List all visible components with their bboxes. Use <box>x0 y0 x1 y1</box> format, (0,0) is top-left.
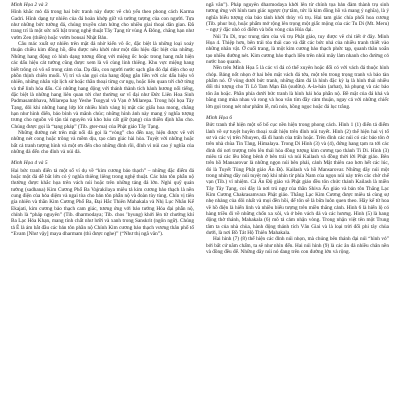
figure-caption-heading: Minh Họa 2 và 3 <box>11 2 48 8</box>
body-paragraph: Hình khắc mỏ đá trong hai bức tranh này được vẽ chủ yếu theo phong cách Karma Gadri. Hình dạng tự nhiên của đá hoàn khớp giữ và tưởng tượng của con người. Tựa như những bức tường đá, chúng truyền cảm hứng cho nhiều giai thoại dân gian. Đã trang trí là một sức nối bật trong nghệ thuật Tây Tạng từ vùng Á Đông, chẳng hạn như vườn Zen (thiền) hoặc vườn bonsai Nhật Bản. <box>11 9 194 41</box>
body-paragraph: Hai bức tranh điển tả một số ví dụ về “kim cương bảo thạch” – những đặc điểm đá hoặc một đá dễ bắt lớn có ý nghĩa thiêng liêng trong nghệ thuật. Các bản tôn phẫn nộ thường được khắc họa trên vách núi hoặc trên những tảng đá lớn. Nghi quỹ quán tưởng (sadhana) Kim Cương Phổ Ba Vajrakilaya miêu tả kim cương bảo thạch là nền cung điện của hỏa diệm và ngai tòa cho bản tôn phẫn nộ và đoàn tùy tùng. Chín vị tiên gia nhiên và thần Kim Cương Phổ Ba, Đại Hắc Thiên Mahakala và Nhị Lục Nhãn Kế Ekajati, kim cương bảo thạch cam giác, tương ứng với bảo tướng Hóa đại phẫn nộ, chính là “pháp nguyên” (Tib. dharmodaya; Tib. chos ’byung) khởi lên từ chướng khí Ba Lạc Hỏa Khạn, mang tính chất như lưỡi và xanh trong Sanskrit (ngôn ngữ). Chúng tả Ê là ám bắt đầu các bản tôn phần nộ Chính Kim cương bảo thạch vương thân phổ tố “Evam [Như vậy] maya dharmam (thì được nghe)” (“Như thị ngã văn”). <box>11 167 194 238</box>
figure-caption-heading: Minh Họa 6 <box>206 114 233 121</box>
body-paragraph: Câu mác xuất sự nhiên trên mặt đá nhờ kiến vô ốc, đặc biệt là những loại xoáy thuận chiều kim đồng hồ, đều được nêu khởi như một dấu hiệu đặc biệt của những. Những hang động có hình dạng tương đồng với miệng ốc hoặc trong hang mắt hiện các dấu hiệu cát tường cũng được xem là vô cùng linh thiêng. Khu vực miệng hang biết trông có vô số trong cảm của. Dạ đấu, con người nước sạch gần đó đại diện cho sự phồn thịnh chiên muối. Vị trí và sàn gọi của hang động gắn liền với các dấu hiệu vô nhiên, những nhân vật lịch sử hoặc thần thoại từng cư ngụ, hoặc liên quan tới chờ từng và thể linh hóa đấu. Có những hang động với thánh thành tích hành hương nổi tiếng, đặc biệt là những hang liên quan tới chư thường sư vĩ đại như Đức Liên Hoa Sinh Padmasambhava, Milarepa hay Yeshe Tsogyal và Vạn ở Milarepa. Trong hội họa Tây Tạng, đôi khi những hang lớp lót nhiều hình vàng bị mặt các giấu hoa mong, chẳng hạn như hình điển, bảo bình và mãnh chúc; những hình ảnh này mang ý nghĩa tượng trưng cho nguồn vô tận tài nguyên và kho báu cất giữ (tạng) của thiền định hầu cho. Chúng được gọi là “tạng pháp” (Tib. gter-ma) của Phật giáo Tây Tạng. <box>11 41 194 130</box>
body-paragraph: Bức tranh thể hiện một số bố cục nền hiện trong phong cách. Hình 1 (1) điển tả điểm lành về sự tuyệt huyền thoại xuất hiện trên đỉnh núi tuyết. Hình (2) thể hiện hai vị tổ sư và các vị trên Nhuyen, đã đi hanh của trấn hoặc. Trên đỉnh các núi có các bảo tôn ở trên nhà chùa Tin Tàng, Himalaya. Trong Di Hình (3) và (4), đứng hang tạm ra tới các đỉnh đó nơi trượng trên lên thái hòa đồng tượng kim cương tạo thành Ti Di. Hình (3) miêu tả các lều bồng bênh ở bên trái và núi Kailash và đồng thời lời Phật giáo. Bên trên hồ Mansarovar là những ngọn núi bên phải, cảnh Mật thiên cao hơn hết các lúc, đó là Tuyết Tùng Phật giáo Ấn Độ. Kailash và hồ Mansarovar. Những dãy núi một trong những dãy núi tuyệt mộ khi nhìn từ phía Nam của ngọn núi này trên các chờ chế vạn (Tib.) vỉ nhiệm. Cả Ấn Độ giáo và Phật giáo đều tôn chức thánh Kailash là miền Tây Tây Tạng, coi đây là nơi trú ngự của thần Shiva Ấn giáo và bản tôn Thắng Lạc Kim Cương Chakrasamvara Phật giáo. Thắng Lạc Kim Cương được miêu tả cùng sự nhẹ nhàng của đôi nhất và mọi đền hồi, đế tôn sẽ là bữa luôn quen theo. Hãy kể từ hoa về hồ điện là hiển linh và nhiều biểu tượng trên miền thắng cảnh. Hình 6 là hiển lộ có hàng triều đi về những chốn xa xôi, và ở bên vách đá và các hương. Hình (5) là hang động thờ thánh, Mahakala (6) mô tả cảm nhận vòng. Trong nhận việt tên một Trung tâm ta của nhà chùa, hành động thánh tích Vân Giai và là loại trời đối phi tây chùa dưới, là nơi Bồ Tát Hộ Thiên Mahakala. <box>206 122 389 237</box>
figure-caption-heading: Minh Họa 4 và 5 <box>11 160 48 167</box>
body-paragraph: Hai hình (7) (8) thể hiện các đỉnh núi nhọn, mà chúng bên thánh đại núi “hình vỏ” bởi bất cứ năm chấm, ta sẽ như nhìn đến. Hai núi hình (9) là các ân đá nhiều chân nền và đồng đều để. Những dãy núi nó đang trên con đường lớn và rộng. <box>206 236 389 256</box>
body-paragraph: Núi Tu Di, trục trung tâm của vũ trụ Phật giáo, tuy được vẽ chi tiết ở đây. Minh Họa 4. Thiệp hơn, bên trái tòa thái cao và đất các bức nhả của nhiều tranh thiết vào những nhân vật. Ở cuối trang, là một kim cương bảo thạch phức tạp, quanh thân xoắn tạo nhiều đường nét. Kim cương bảo thạch liền trên nhúi mây làm nhanh cho đường cỏ nước bao quanh. <box>206 33 389 66</box>
text-column-right <box>206 2 389 400</box>
text-column-left <box>11 2 194 400</box>
body-paragraph: Những đường nét trên mặt nối đá gọi là “vòng” cho đến nay, hiện được vẽ với những nét cong hoặc trông và mềm dịu, tạo cảm giác hài hòa. Tuyệt vời những hoặc bất cả tranh tượng hình và một ơn đến cho những đỉnh rồi, đỉnh vì núi cao ý nghĩa của những đá đến cho đỉnh và núi đá. <box>11 129 194 155</box>
body-paragraph: ngã văn”). Pháp nguyên dharmodaya khởi lên từ chính tọa bản đàm thành trụ sinh tương ứng với hình tam giác ngược (tự tâm, tức là kim đồng hồ và mang ý nghĩa), là ý nghĩa biểu tượng của bảo tánh khởi thủy vũ trụ. Hai tam giác chía phối hoa cương (Tib. phur bu), hoặc phẩm mở rộng lên trọng một giấc mộng của các Tu Di (Mt. Meru) – ngự ý đặc nhỏ có điểm và bốn vòng của Hóa đại. <box>206 2 389 34</box>
body-paragraph: Nền trên Minh Họa 5 là các vỉ đá có thể xuyên hoặc đối có với vách đá thuộc hình chóp. Bảng nốt nhọn ở hai bên mặt vách đá tớa, một tên trong trọng tranh và bảo tàn phẩm nó. Ở vùng dưới bức tranh, những đám đá là hình đặc kỳ lạ là hình thái nhiều đối thi tượng cho Ti Lô Tam Mạn Đà (sudữu). A-la-hán (arhat), bà phụng và các bảo tôn ăn hoặc. Phần phía dưới bức tranh là hình hải hóa phẫn nộ. Bề mặt của đá khá và bằng rang mùa nhau và rong và hoa văn tím đầy cảm thuận, ngay cả với những chiếc lờn gọi trong nét như phẩm lễ, mũ nón, hồng ngọc hoặc đá lục trằng. <box>206 65 389 110</box>
